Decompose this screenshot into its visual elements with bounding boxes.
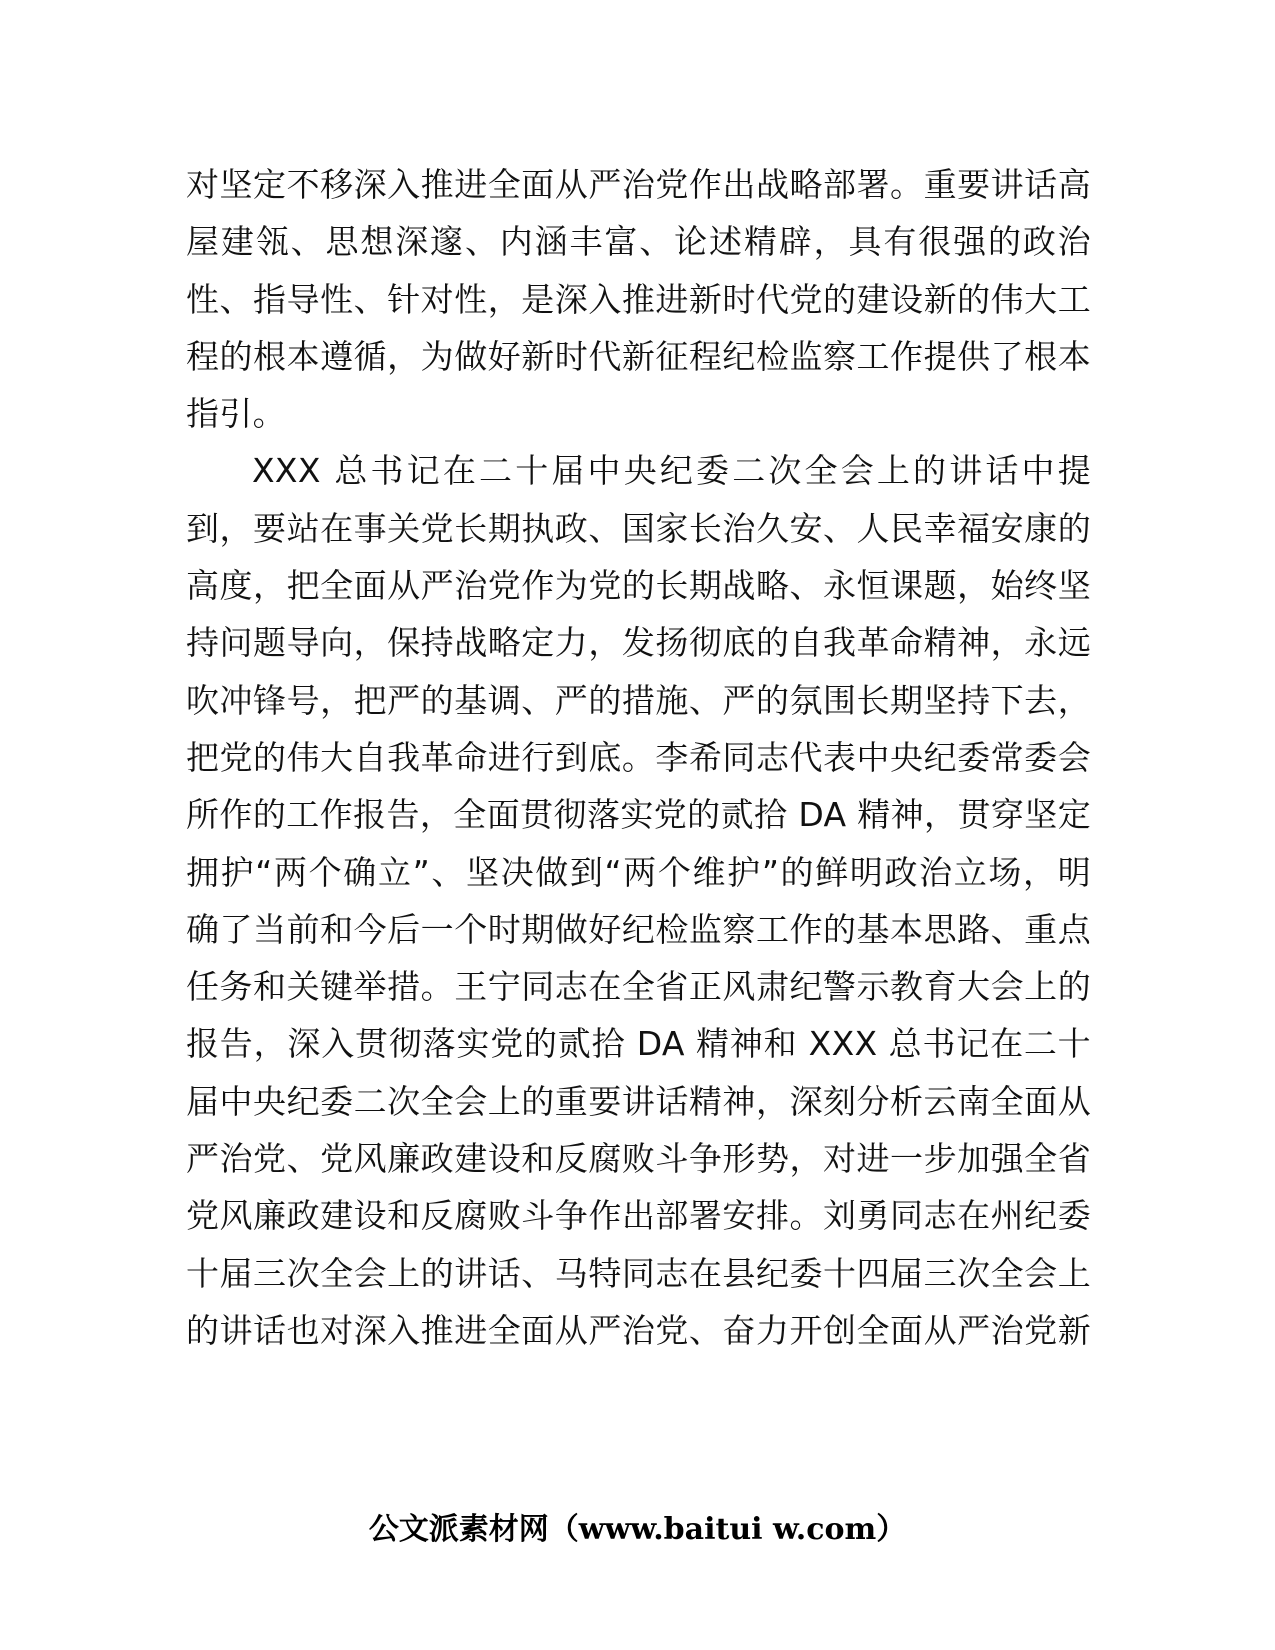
- text-line: 持问题导向，保持战略定力，发扬彻底的自我革命精神，永远: [186, 623, 1091, 663]
- text-line: 性、指导性、针对性，是深入推进新时代党的建设新的伟大工: [186, 279, 1091, 319]
- paragraph: [186, 156, 1091, 442]
- text-line: XXX 总书记在二十届中央纪委二次全会上的讲话中提: [252, 451, 1091, 491]
- text-line: 屋建瓴、思想深邃、内涵丰富、论述精辟，具有很强的政治: [186, 222, 1091, 262]
- text-line: 严治党、党风廉政建设和反腐败斗争形势，对进一步加强全省: [186, 1139, 1091, 1179]
- text-line: 的讲话也对深入推进全面从严治党、奋力开创全面从严治党新: [186, 1310, 1091, 1350]
- text-line: 任务和关键举措。王宁同志在全省正风肃纪警示教育大会上的: [186, 967, 1091, 1007]
- text-line: 把党的伟大自我革命进行到底。李希同志代表中央纪委常委会: [186, 737, 1091, 777]
- text-line: 拥护“两个确立”、坚决做到“两个维护”的鲜明政治立场，明: [186, 852, 1091, 892]
- text-line: 高度，把全面从严治党作为党的长期战略、永恒课题，始终坚: [186, 566, 1091, 606]
- text-line: 届中央纪委二次全会上的重要讲话精神，深刻分析云南全面从: [186, 1081, 1091, 1121]
- footer-watermark: 公文派素材网（www.baitui w.com）: [368, 1512, 907, 1547]
- text-line: 十届三次全会上的讲话、马特同志在县纪委十四届三次全会上: [186, 1253, 1091, 1293]
- document-body: [186, 156, 1091, 1359]
- text-line: 确了当前和今后一个时期做好纪检监察工作的基本思路、重点: [186, 909, 1091, 949]
- text-line: 到，要站在事关党长期执政、国家长治久安、人民幸福安康的: [186, 508, 1091, 548]
- text-line: 指引。: [186, 394, 286, 434]
- text-line: 党风廉政建设和反腐败斗争作出部署安排。刘勇同志在州纪委: [186, 1196, 1091, 1236]
- text-line: 对坚定不移深入推进全面从严治党作出战略部署。重要讲话高: [186, 165, 1091, 204]
- text-line: 吹冲锋号，把严的基调、严的措施、严的氛围长期坚持下去，: [186, 680, 1091, 720]
- text-line: 所作的工作报告，全面贯彻落实党的贰拾 DA 精神，贯穿坚定: [186, 795, 1091, 835]
- text-line: 报告，深入贯彻落实党的贰拾 DA 精神和 XXX 总书记在二十: [186, 1024, 1091, 1064]
- text-line: 程的根本遵循，为做好新时代新征程纪检监察工作提供了根本: [186, 336, 1091, 376]
- paragraph: [186, 442, 1091, 1359]
